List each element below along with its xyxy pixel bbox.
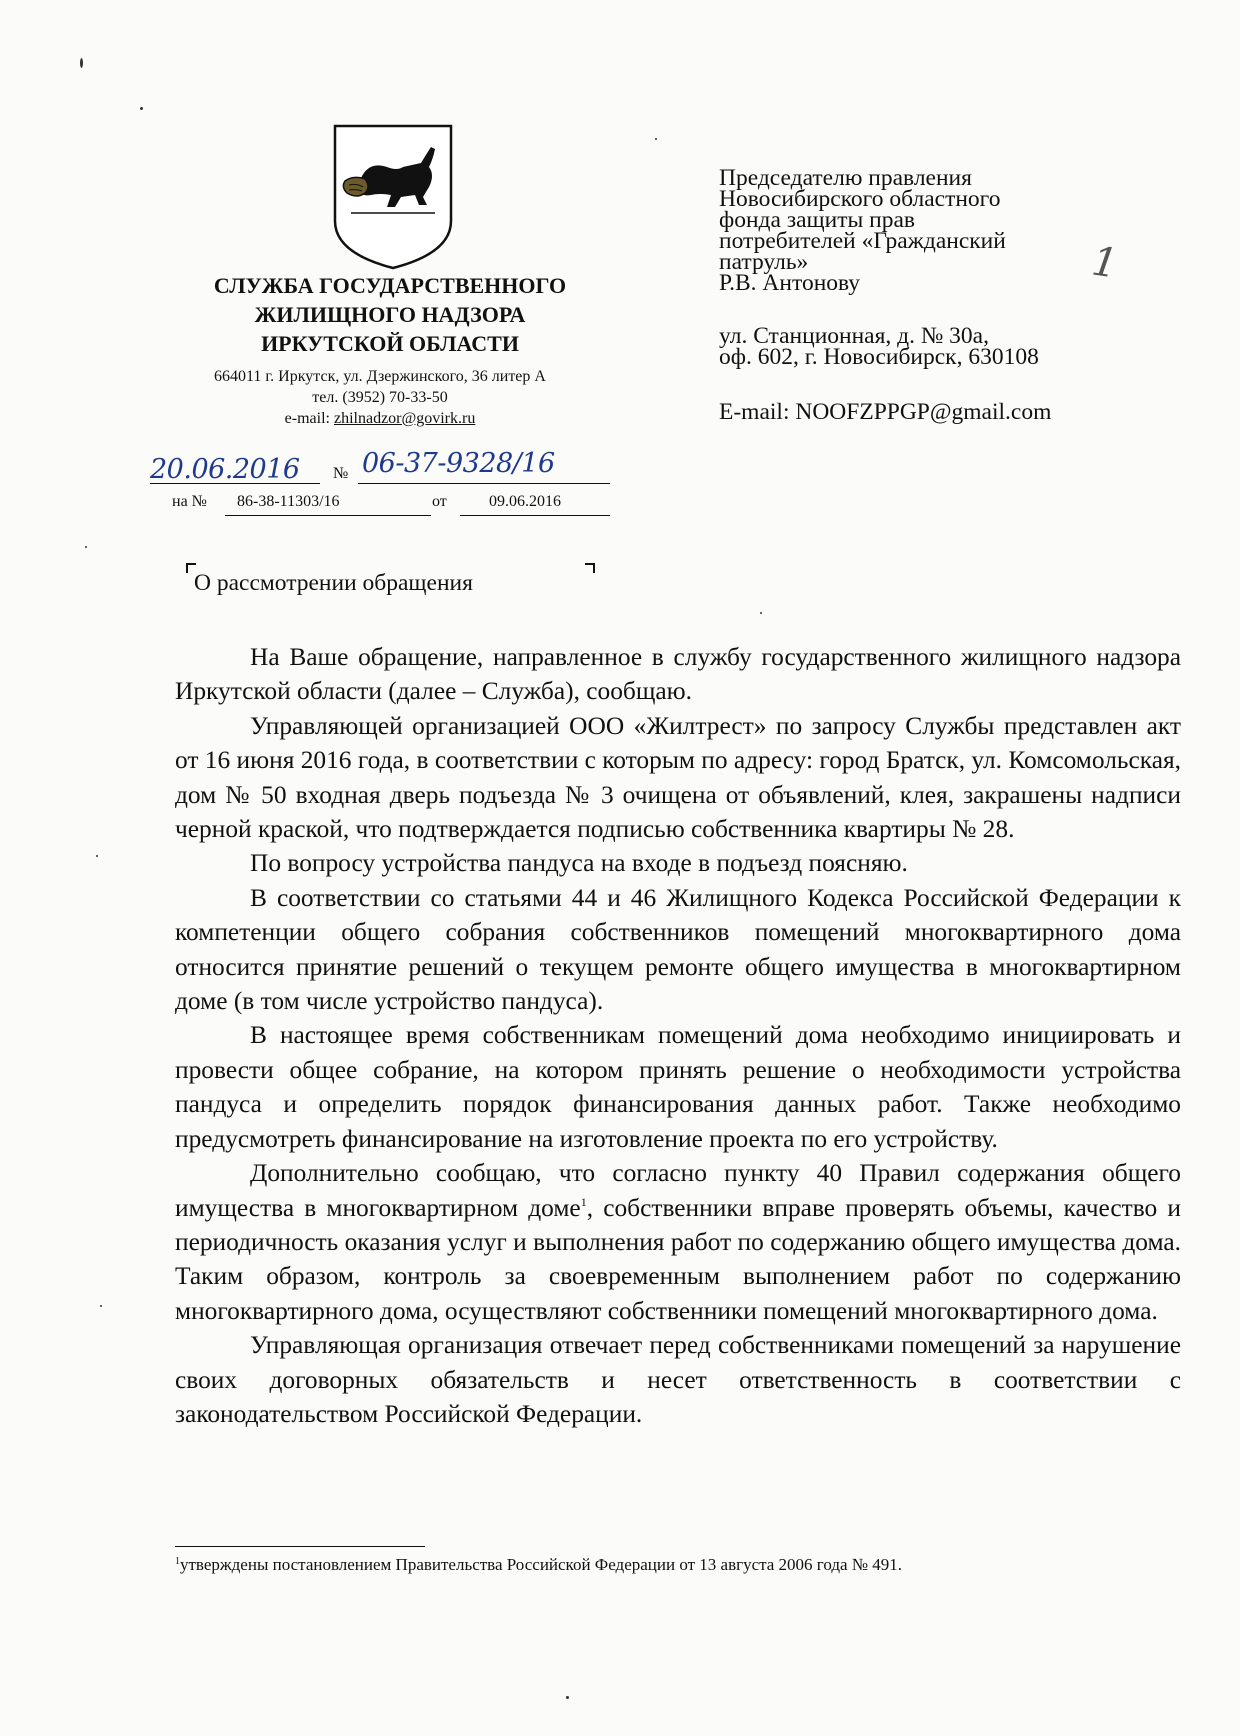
body-paragraph-6 — [175, 1156, 1181, 1328]
scan-speck — [655, 138, 657, 140]
outgoing-number: 06-37-9328/16 — [362, 448, 555, 479]
scan-speck — [140, 107, 143, 110]
letter-body — [175, 640, 1181, 1431]
reply-to-date-underline — [460, 515, 610, 516]
recipient-line-2: Новосибирского областного — [719, 186, 1001, 212]
body-paragraph-5: В настоящее время собственникам помещений дома необходимо инициировать и провести общее собрание, на котором принять решение о необходимости устройства пандуса и определить порядок финансирования данных работ. Также необходимо предусмотреть финансирование на изготовление проекта по его устройству. — [175, 1021, 1181, 1153]
coat-of-arms-emblem — [331, 123, 455, 270]
recipient-name: Р.В. Антонову — [719, 270, 861, 296]
recipient-email[interactable]: E-mail: NOOFZPPGP@gmail.com — [719, 399, 1052, 425]
handwritten-page-number: 1 — [1088, 238, 1121, 288]
agency-name — [150, 271, 630, 358]
recipient-line-5: патруль» — [719, 249, 809, 275]
letter-subject: О рассмотрении обращения — [194, 570, 473, 596]
agency-name-line-3: ИРКУТСКОЙ ОБЛАСТИ — [261, 331, 519, 356]
agency-address: 664011 г. Иркутск, ул. Дзержинского, 36 литер А — [214, 368, 546, 385]
recipient-address-line-1: ул. Станционная, д. № 30а, — [719, 323, 989, 349]
recipient-address-line-2: оф. 602, г. Новосибирск, 630108 — [719, 344, 1039, 370]
agency-phone: тел. (3952) 70-33-50 — [312, 389, 448, 406]
recipient-line-4: потребителей «Гражданский — [719, 228, 1006, 254]
number-sign: № — [333, 465, 349, 482]
reply-to-date: 09.06.2016 — [489, 493, 561, 510]
scan-speck — [760, 612, 762, 614]
body-paragraph-4: В соответствии со статьями 44 и 46 Жилищного Кодекса Российской Федерации к компетенции общего собрания собственников помещений многоквартирного дома относится принятие решений о текущем ремонте общего имущества в многоквартирном доме (в том числе устройство пандуса). — [175, 883, 1181, 1016]
recipient-block — [719, 165, 1139, 425]
body-paragraph-2: Управляющей организацией ООО «Жилтрест» по запросу Службы представлен акт от 16 июня 2016 года, в соответствии с которым по адресу: город Братск, ул. Комсомольская, дом № 50 входная дверь подъезда № 3 очищена от объявлений, клея, закрашены надписи черной краской, что подтверждается подписью собственника квартиры № 28. — [175, 711, 1181, 844]
reply-to-label: на № — [172, 493, 207, 510]
recipient-line-1: Председателю правления — [719, 165, 972, 191]
agency-email-line — [160, 408, 600, 429]
recipient-line-3: фонда защиты прав — [719, 207, 915, 233]
reply-to-number: 86-38-11303/16 — [237, 493, 340, 510]
agency-contacts — [160, 366, 600, 429]
body-paragraph-7: Управляющая организация отвечает перед собственниками помещений за нарушение своих договорных обязательств и несет ответственность в соответствии с законодательством Российской Федерации. — [175, 1331, 1181, 1428]
agency-name-line-1: СЛУЖБА ГОСУДАРСТВЕННОГО — [213, 273, 567, 298]
outgoing-date: 20.06.2016 — [150, 454, 300, 485]
scan-speck — [80, 58, 83, 68]
scan-speck — [96, 855, 98, 857]
outgoing-date-underline — [150, 483, 320, 484]
footnote — [175, 1555, 902, 1575]
body-paragraph-6-end: , собственники вправе проверять объемы, качество и периодичность оказания услуг и выполнения работ по содержанию общего имущества дома. Таким образом, контроль за своевременным выполнением работ по содержанию многоквартирного дома, осуществляют собственники помещений многоквартирного дома. — [175, 1193, 1181, 1325]
body-paragraph-6-start: Дополнительно сообщаю, что согласно пункту 40 Правил содержания общего имущества в многоквартирном доме — [175, 1159, 1181, 1222]
outgoing-number-underline — [358, 483, 610, 484]
from-label: от — [432, 493, 447, 510]
footnote-divider — [175, 1546, 425, 1547]
scan-speck — [85, 546, 87, 548]
footnote-reference[interactable]: 1 — [580, 1194, 587, 1209]
scan-speck — [100, 1305, 102, 1307]
reply-to-number-underline — [225, 515, 431, 516]
scan-speck — [566, 1696, 569, 1699]
agency-name-line-2: ЖИЛИЩНОГО НАДЗОРА — [254, 302, 526, 327]
footnote-marker: 1 — [175, 1556, 180, 1567]
footnote-text: утверждены постановлением Правительства Российской Федерации от 13 августа 2006 года № 491. — [180, 1555, 903, 1574]
agency-email-link[interactable]: zhilnadzor@govirk.ru — [333, 410, 476, 427]
subject-corner-right — [585, 563, 595, 573]
body-paragraph-3: По вопросу устройства пандуса на входе в подъезд поясняю. — [250, 849, 908, 878]
body-paragraph-1: На Ваше обращение, направленное в службу государственного жилищного надзора Иркутской области (далее – Служба), сообщаю. — [175, 643, 1181, 706]
agency-email-label: e-mail: — [284, 410, 330, 427]
